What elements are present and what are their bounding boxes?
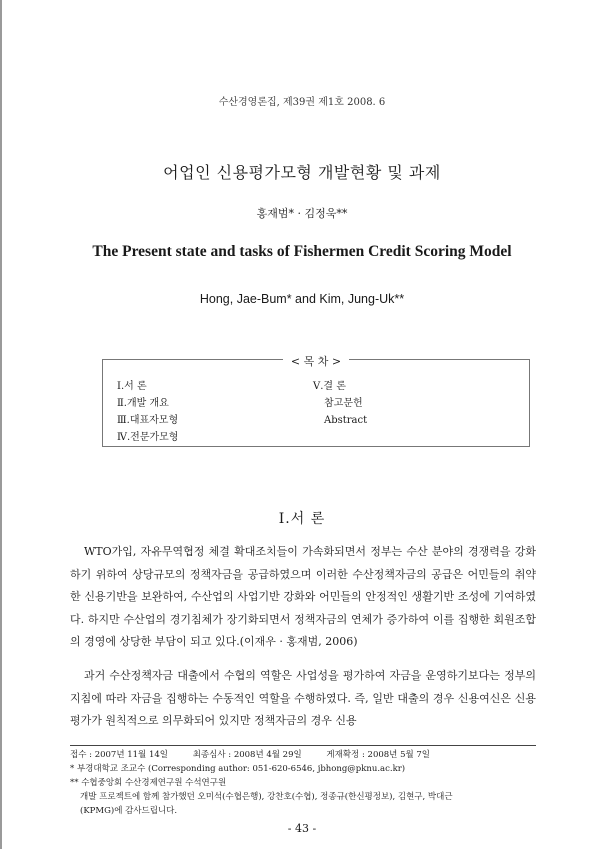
acknowledgement-line: 개발 프로젝트에 함께 참가했던 오미석(수협은행), 강찬호(수협), 정종규(한신평정보), 김현구, 박대근 bbox=[80, 792, 453, 802]
english-authors: Hong, Jae-Bum* and Kim, Jung-Uk** bbox=[199, 292, 405, 306]
toc-item: Abstract bbox=[324, 415, 368, 426]
footnote-divider bbox=[70, 745, 536, 746]
table-of-contents bbox=[102, 355, 530, 447]
english-title: The Present state and tasks of Fishermen Credit Scoring Model bbox=[92, 243, 512, 260]
toc-item: Ⅳ.전문가모형 bbox=[117, 432, 179, 443]
author2-affiliation: ** 수협중앙회 수산경제연구원 수석연구원 bbox=[70, 778, 227, 788]
toc-item: Ⅰ.서 론 bbox=[117, 381, 147, 392]
toc-left-column bbox=[117, 378, 178, 446]
korean-title: 어업인 신용평가모형 개발현황 및 과제 bbox=[163, 163, 441, 182]
acknowledgement-line: (KPMG)에 감사드립니다. bbox=[80, 806, 178, 816]
toc-item: Ⅱ.개발 개요 bbox=[117, 398, 169, 409]
toc-item: Ⅴ.결 론 bbox=[313, 381, 346, 392]
journal-header: 수산경영론집, 제39권 제1호 2008. 6 bbox=[218, 97, 386, 108]
page-number: - 43 - bbox=[287, 822, 317, 835]
korean-authors: 홍재범* · 김정욱** bbox=[256, 207, 348, 220]
receipt-dates bbox=[70, 748, 540, 762]
author1-affiliation: * 부경대학교 조교수 (Corresponding author: 051-620-6546, jbhong@pknu.ac.kr) bbox=[70, 764, 406, 774]
body-paragraph: WTO가입, 자유무역협정 체결 확대조치들이 가속화되면서 정부는 수산 분야의 경쟁력을 강화하기 위하여 상당규모의 정책자금을 공급하였으며 이러한 수산정책자금의 공급은 어민들의 취약한 신용기반을 보완하여, 수산업의 사업기반 강화와 어민들의 안정적인 생활기반 조성에 기여하였다. 하지만 수산업의 경기침체가 장기화되면서 정책자금의 연체가 증가하여 이를 집행한 회원조합의 경영에 상당한 부담이 되고 있다.(이재우 · 홍재범, 2006) bbox=[70, 545, 536, 648]
toc-item: Ⅲ.대표자모형 bbox=[117, 415, 179, 426]
toc-title: < 목 차 > bbox=[103, 350, 529, 369]
body-paragraph: 과거 수산정책자금 대출에서 수협의 역할은 사업성을 평가하여 자금을 운영하기보다는 정부의 지침에 따라 자금을 집행하는 수동적인 역할을 수행하였다. 즉, 일반 대출의 경우 신용여신은 신용평가가 원칙적으로 의무화되어 있지만 정책자금의 경우 신용 bbox=[70, 669, 536, 727]
received-date: 접수 : 2007년 11월 14일 bbox=[70, 750, 168, 760]
section-heading: Ⅰ.서 론 bbox=[278, 511, 326, 527]
reviewed-date: 최종심사 : 2008년 4월 29일 bbox=[192, 750, 302, 760]
accepted-date: 게재확정 : 2008년 5월 7일 bbox=[326, 750, 431, 760]
toc-item: 참고문헌 bbox=[324, 398, 363, 409]
toc-right-column bbox=[313, 378, 367, 429]
footnotes bbox=[70, 748, 540, 818]
